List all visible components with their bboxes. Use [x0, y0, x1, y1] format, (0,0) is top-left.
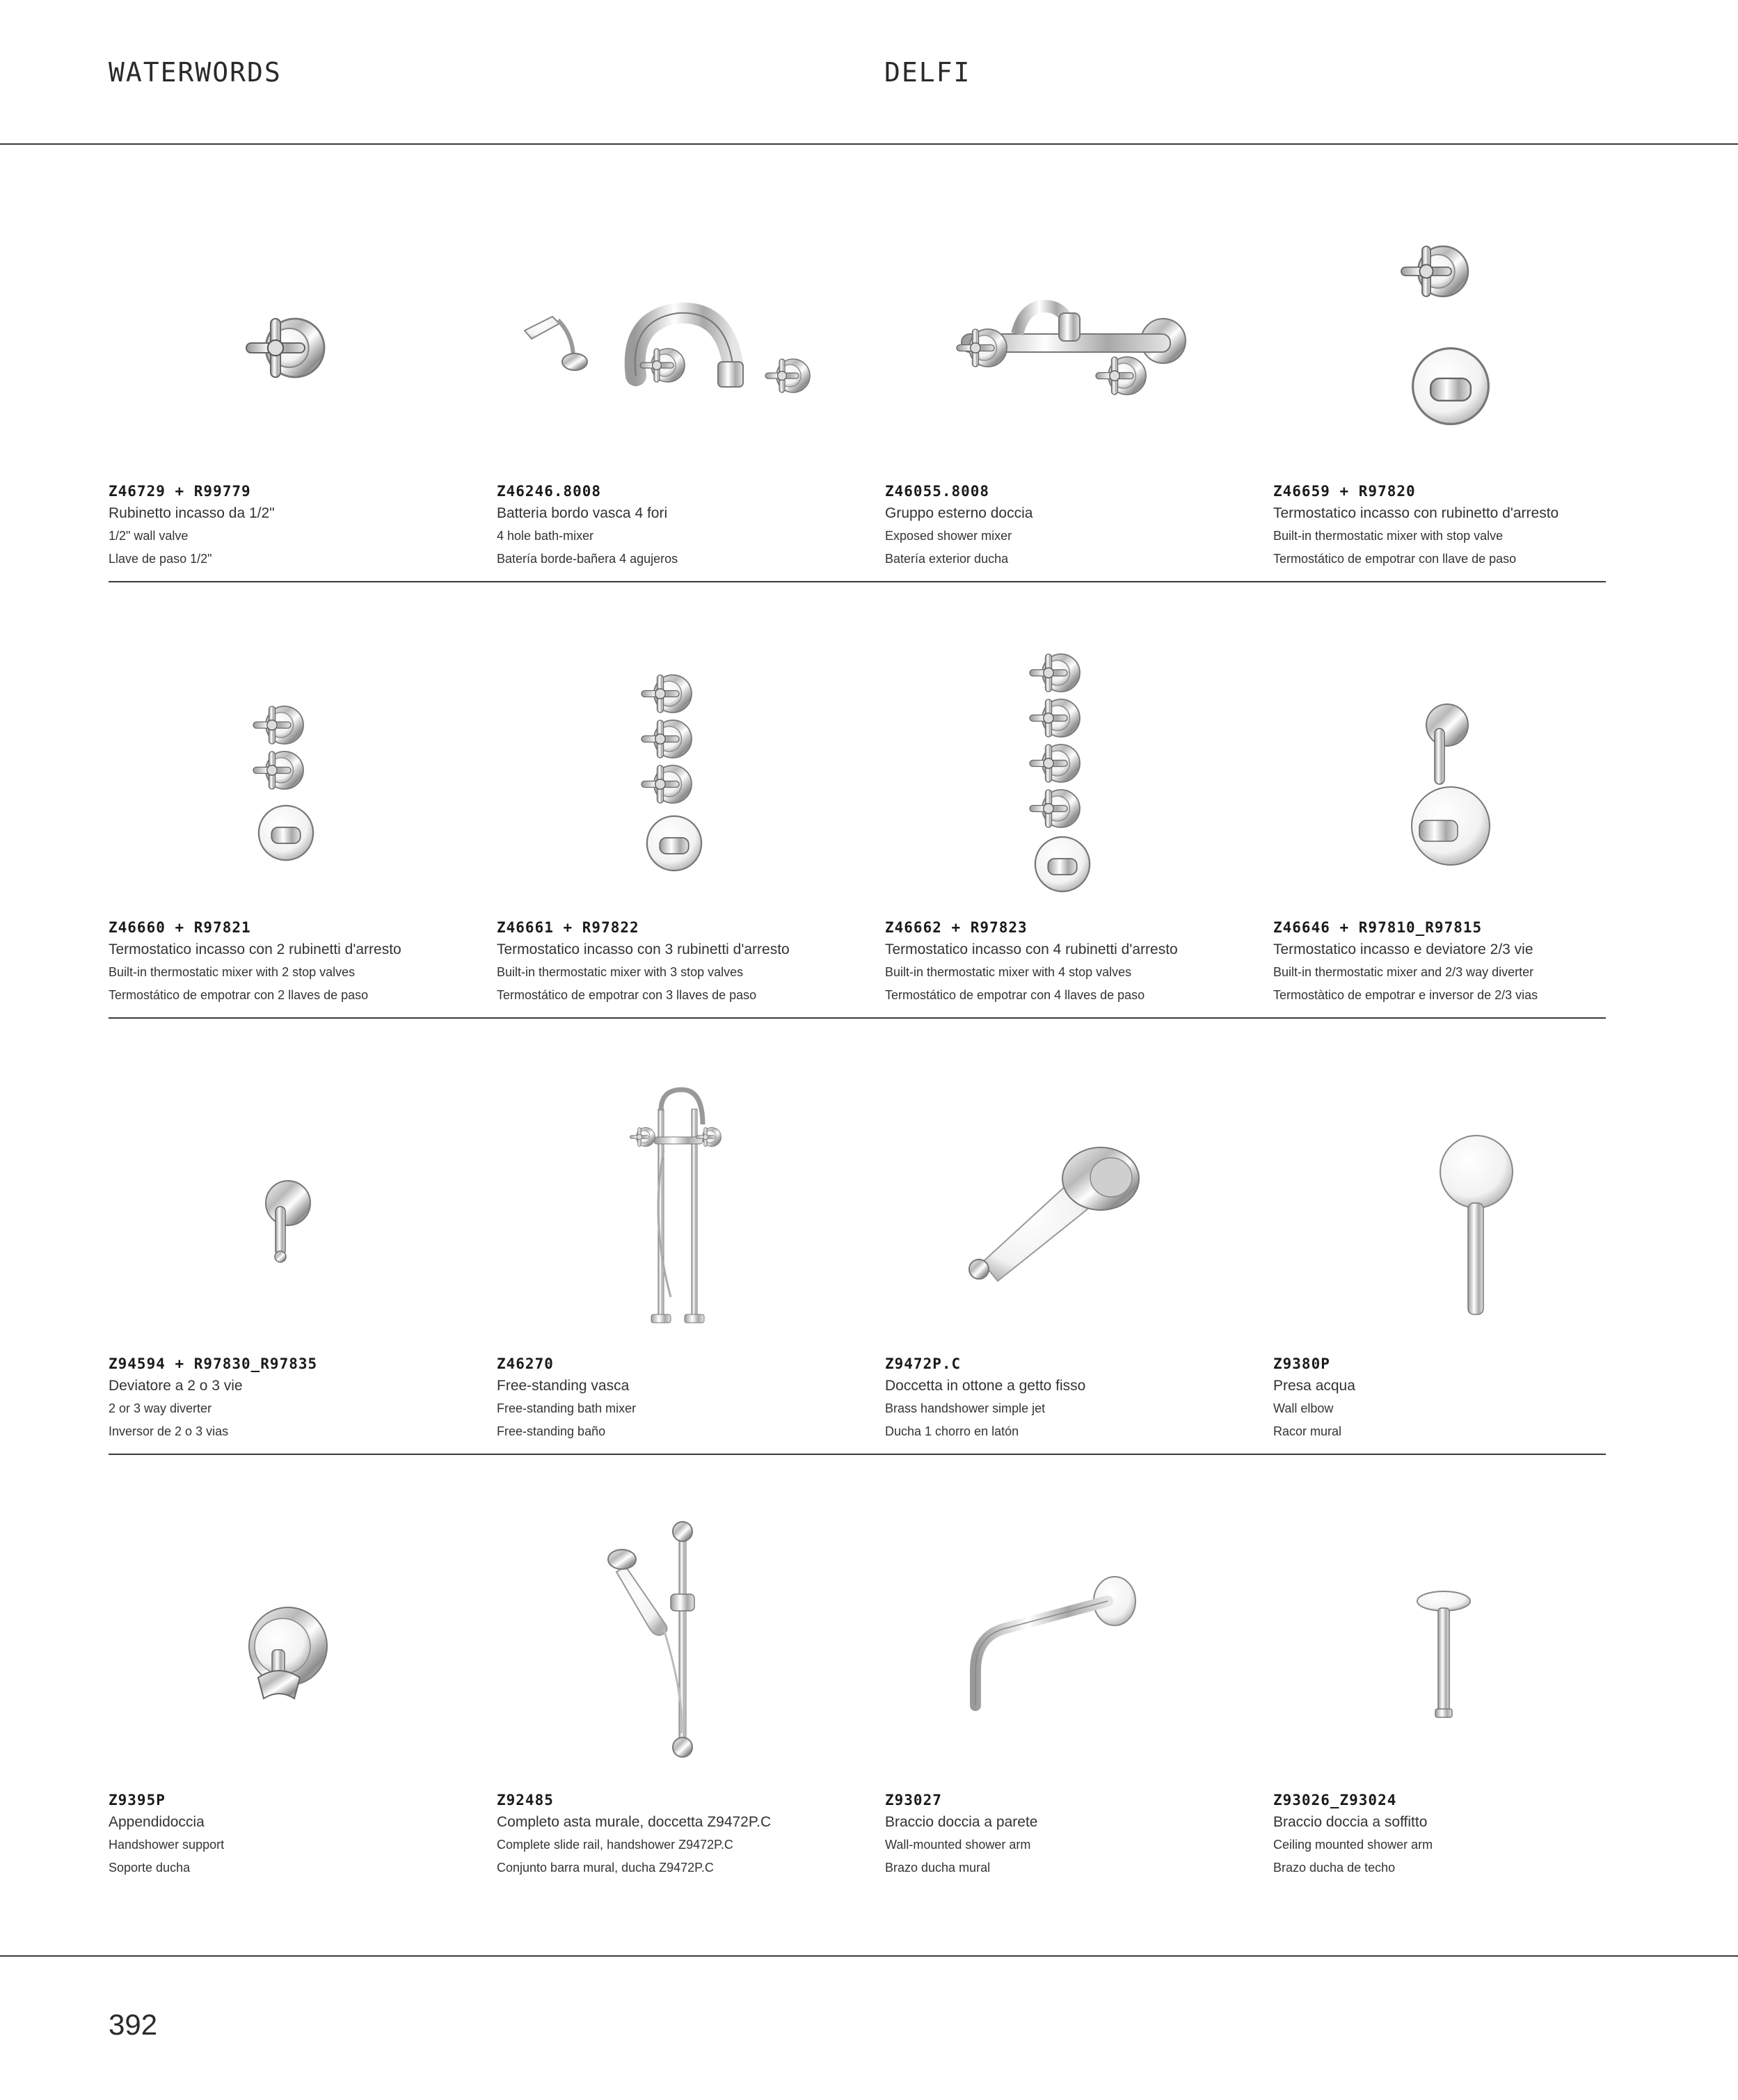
product-code: Z46270	[497, 1355, 554, 1372]
handshower-icon	[885, 1060, 1273, 1339]
product-code: Z46661 + R97822	[497, 919, 639, 936]
product-code: Z46055.8008	[885, 483, 990, 500]
product-code: Z9380P	[1273, 1355, 1330, 1372]
product-name-en: 4 hole bath-mixer	[497, 529, 594, 543]
product-name-es: Racor mural	[1273, 1424, 1342, 1438]
product-name-es: Brazo ducha mural	[885, 1861, 991, 1875]
product-card[interactable]	[885, 1455, 1273, 1890]
product-name-en: Built-in thermostatic mixer with 3 stop valves	[497, 965, 744, 979]
wall-shower-arm-icon	[885, 1497, 1273, 1775]
product-name-en: 2 or 3 way diverter	[109, 1401, 212, 1415]
product-name-en: Brass handshower simple jet	[885, 1401, 1046, 1415]
product-code: Z94594 + R97830_R97835	[109, 1355, 318, 1372]
product-name-es: Termostàtico de empotrar e inversor de 2/3 vias	[1273, 988, 1538, 1002]
thermostatic-mixer-4-valves-icon	[885, 624, 1273, 902]
product-name-it: Completo asta murale, doccetta Z9472P.C	[497, 1814, 772, 1830]
product-card[interactable]	[1273, 146, 1661, 581]
product-name-it: Braccio doccia a parete	[885, 1814, 1038, 1830]
header-divider	[0, 143, 1738, 145]
product-code: Z46659 + R97820	[1273, 483, 1416, 500]
product-name-es: Brazo ducha de techo	[1273, 1861, 1396, 1875]
product-name-it: Braccio doccia a soffitto	[1273, 1814, 1428, 1830]
product-card[interactable]	[1273, 1455, 1661, 1890]
product-name-it: Gruppo esterno doccia	[885, 505, 1033, 521]
product-card[interactable]	[885, 146, 1273, 581]
product-name-en: Built-in thermostatic mixer and 2/3 way diverter	[1273, 965, 1534, 979]
thermostatic-diverter-icon	[1273, 624, 1661, 902]
product-card[interactable]	[1273, 1019, 1661, 1454]
product-card[interactable]	[109, 146, 497, 581]
thermostatic-mixer-3-valves-icon	[497, 624, 885, 902]
product-name-es: Conjunto barra mural, ducha Z9472P.C	[497, 1861, 714, 1875]
product-card[interactable]	[885, 582, 1273, 1017]
product-code: Z9395P	[109, 1792, 166, 1808]
product-name-es: Soporte ducha	[109, 1861, 191, 1875]
brand-name: WATERWORDS	[109, 57, 282, 88]
product-name-es: Ducha 1 chorro en latón	[885, 1424, 1019, 1438]
product-name-en: Ceiling mounted shower arm	[1273, 1838, 1433, 1852]
thermostatic-mixer-1-valve-icon	[1273, 188, 1661, 466]
product-name-en: Exposed shower mixer	[885, 529, 1012, 543]
product-name-en: Wall-mounted shower arm	[885, 1838, 1031, 1852]
product-name-es: Batería exterior ducha	[885, 552, 1009, 566]
product-card[interactable]	[497, 1455, 885, 1890]
product-card[interactable]	[497, 146, 885, 581]
product-name-es: Termostático de empotrar con 4 llaves de paso	[885, 988, 1145, 1002]
product-code: Z46246.8008	[497, 483, 602, 500]
product-name-es: Termostático de empotrar con 3 llaves de paso	[497, 988, 757, 1002]
product-name-it: Doccetta in ottone a getto fisso	[885, 1378, 1086, 1394]
page-number: 392	[109, 2008, 158, 2041]
handshower-support-icon	[109, 1497, 497, 1775]
diverter-icon	[109, 1060, 497, 1339]
product-card[interactable]	[885, 1019, 1273, 1454]
product-name-it: Deviatore a 2 o 3 vie	[109, 1378, 243, 1394]
product-name-it: Batteria bordo vasca 4 fori	[497, 505, 668, 521]
product-card[interactable]	[497, 1019, 885, 1454]
product-name-en: Built-in thermostatic mixer with 4 stop valves	[885, 965, 1132, 979]
product-name-it: Termostatico incasso e deviatore 2/3 vie	[1273, 941, 1533, 957]
wall-valve-icon	[109, 188, 497, 466]
series-name: DELFI	[884, 57, 971, 88]
product-name-it: Free-standing vasca	[497, 1378, 630, 1394]
product-name-es: Llave de paso 1/2"	[109, 552, 212, 566]
product-name-es: Termostático de empotrar con 2 llaves de paso	[109, 988, 369, 1002]
product-code: Z92485	[497, 1792, 554, 1808]
product-name-en: Complete slide rail, handshower Z9472P.C	[497, 1838, 733, 1852]
wall-elbow-icon	[1273, 1060, 1661, 1339]
product-row	[109, 582, 1606, 1019]
product-name-it: Termostatico incasso con 2 rubinetti d'arresto	[109, 941, 401, 957]
product-card[interactable]	[109, 1019, 497, 1454]
product-name-it: Appendidoccia	[109, 1814, 205, 1830]
product-name-en: Built-in thermostatic mixer with 2 stop valves	[109, 965, 356, 979]
product-name-es: Free-standing baño	[497, 1424, 606, 1438]
product-code: Z93027	[885, 1792, 942, 1808]
bath-mixer-icon	[497, 188, 885, 466]
thermostatic-mixer-2-valves-icon	[109, 624, 497, 902]
product-name-en: Free-standing bath mixer	[497, 1401, 637, 1415]
product-name-it: Presa acqua	[1273, 1378, 1355, 1394]
product-name-it: Termostatico incasso con rubinetto d'arresto	[1273, 505, 1559, 521]
product-card[interactable]	[497, 582, 885, 1017]
product-code: Z46729 + R99779	[109, 483, 251, 500]
product-code: Z9472P.C	[885, 1355, 962, 1372]
product-name-en: Built-in thermostatic mixer with stop valve	[1273, 529, 1504, 543]
product-code: Z46660 + R97821	[109, 919, 251, 936]
product-card[interactable]	[109, 582, 497, 1017]
free-standing-mixer-icon	[497, 1060, 885, 1339]
product-row	[109, 1019, 1606, 1455]
product-name-en: Handshower support	[109, 1838, 225, 1852]
product-name-it: Rubinetto incasso da 1/2"	[109, 505, 275, 521]
product-card[interactable]	[109, 1455, 497, 1890]
product-row	[109, 146, 1606, 582]
product-card[interactable]	[1273, 582, 1661, 1017]
product-name-it: Termostatico incasso con 4 rubinetti d'arresto	[885, 941, 1178, 957]
product-name-es: Termostático de empotrar con llave de paso	[1273, 552, 1517, 566]
product-code: Z93026_Z93024	[1273, 1792, 1397, 1808]
product-grid	[109, 146, 1606, 1890]
footer-divider	[0, 1955, 1738, 1957]
product-name-es: Batería borde-bañera 4 agujeros	[497, 552, 678, 566]
exposed-shower-mixer-icon	[885, 188, 1273, 466]
slide-rail-icon	[497, 1497, 885, 1775]
product-code: Z46662 + R97823	[885, 919, 1028, 936]
ceiling-shower-arm-icon	[1273, 1497, 1661, 1775]
product-row	[109, 1455, 1606, 1890]
product-name-es: Inversor de 2 o 3 vias	[109, 1424, 229, 1438]
product-name-en: Wall elbow	[1273, 1401, 1334, 1415]
product-name-en: 1/2" wall valve	[109, 529, 189, 543]
product-name-it: Termostatico incasso con 3 rubinetti d'arresto	[497, 941, 790, 957]
product-code: Z46646 + R97810_R97815	[1273, 919, 1483, 936]
